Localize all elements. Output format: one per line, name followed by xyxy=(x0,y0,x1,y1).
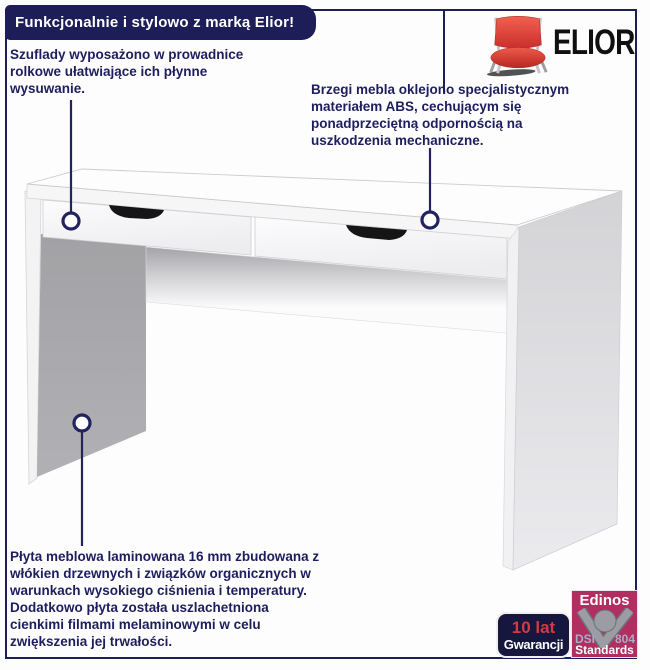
annotation-line: Szuflady wyposażono w prowadnice xyxy=(10,47,244,62)
brand-wordmark: ELIOR xyxy=(553,23,635,62)
edinos-badge xyxy=(571,590,638,658)
header-banner xyxy=(5,5,316,40)
warranty-years: 10 lat xyxy=(511,617,556,637)
annotation-line: warunkach wysokiego ciśnienia i temperatury. xyxy=(10,583,307,598)
chair-backrest xyxy=(495,16,542,48)
header-title: Funkcjonalnie i stylowo z marką Elior! xyxy=(15,14,295,31)
annotation-line: ponadprzeciętną odpornością na xyxy=(311,116,523,131)
annotation-line: Dodatkowo płyta została uszlachetniona xyxy=(10,600,269,615)
annotation-line: materiałem ABS, cechującym się xyxy=(311,99,522,114)
callout-ring-drawers xyxy=(63,213,79,229)
annotation-board xyxy=(10,548,319,650)
warranty-badge xyxy=(496,612,571,658)
chair-shadow xyxy=(487,68,536,78)
annotation-line: cienkimi filmami melaminowymi w celu xyxy=(10,617,261,632)
annotation-line: Brzegi mebla oklejono specjalistycznym xyxy=(311,82,570,97)
edinos-title: Edinos xyxy=(579,592,630,609)
left-panel xyxy=(37,234,146,477)
annotation-drawers xyxy=(10,46,243,97)
warranty-label: Gwarancji xyxy=(503,636,564,652)
annotation-line: Płyta meblowa laminowana 16 mm zbudowana z xyxy=(10,549,320,564)
chair-icon xyxy=(484,12,554,78)
callout-ring-board xyxy=(74,415,90,431)
annotation-abs xyxy=(311,81,569,149)
chair-seat xyxy=(491,47,545,67)
checkmark-dot xyxy=(594,610,616,632)
edinos-dsi-label: DSI xyxy=(575,632,596,646)
annotation-line: włókien drzewnych i związków organicznych w xyxy=(10,566,311,581)
callout-ring-abs xyxy=(422,212,438,228)
annotation-line: uszkodzenia mechaniczne. xyxy=(311,133,484,148)
annotation-line: zwiększenia jej trwałości. xyxy=(10,634,173,649)
right-panel xyxy=(513,191,622,570)
annotation-line: wysuwanie. xyxy=(10,81,86,96)
edinos-804-label: 804 xyxy=(614,632,635,646)
edinos-standards-label: Standards xyxy=(575,643,634,657)
annotation-line: rolkowe ułatwiające ich płynne xyxy=(10,64,208,79)
